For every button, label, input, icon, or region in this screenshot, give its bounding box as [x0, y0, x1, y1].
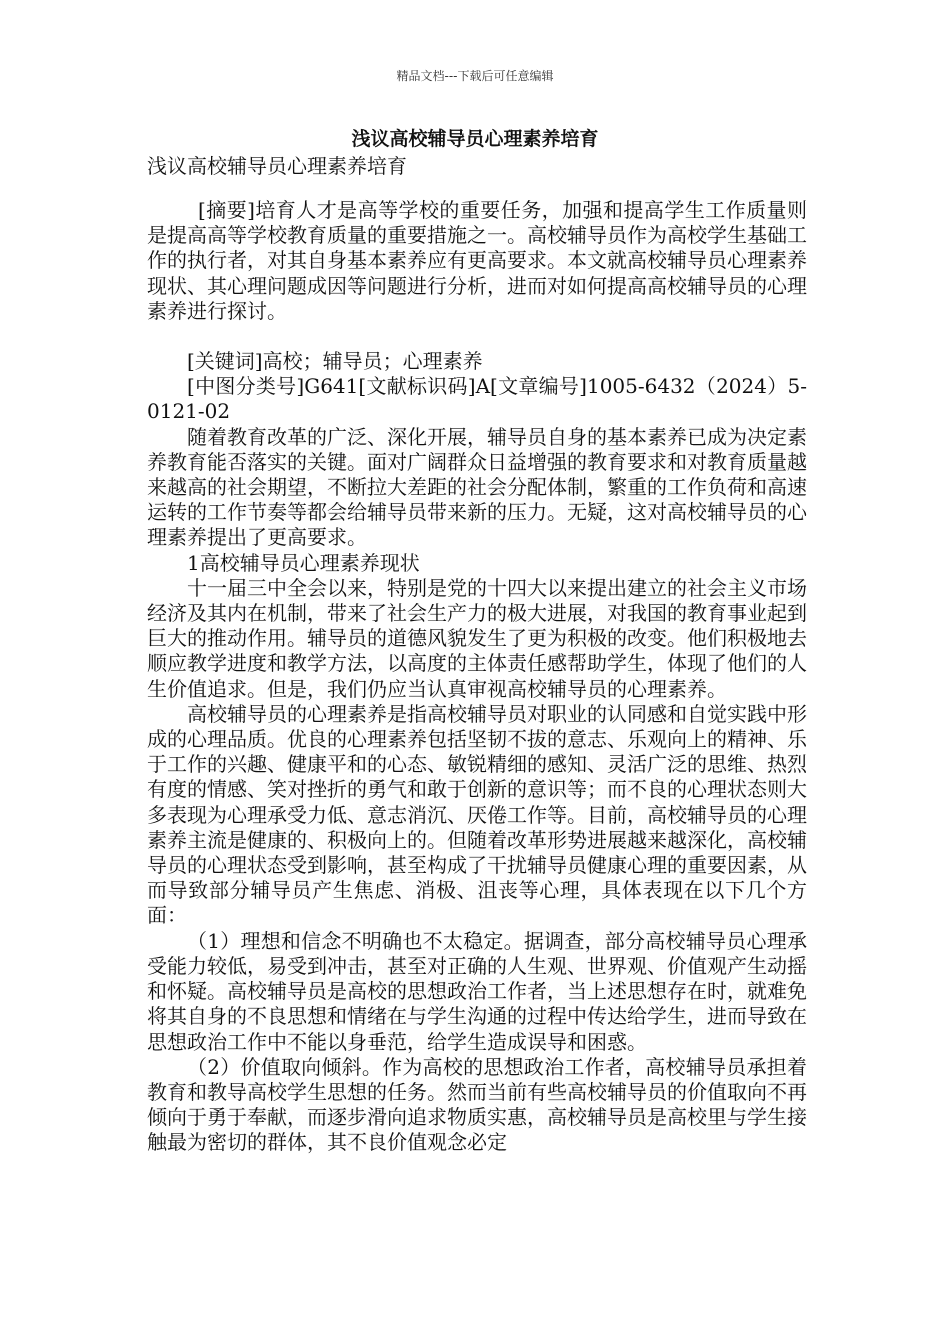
document-title: 浅议高校辅导员心理素养培育	[351, 128, 599, 150]
keywords-line: [关键词]高校；辅导员；心理素养	[187, 349, 483, 374]
abstract-paragraph: [摘要]培育人才是高等学校的重要任务，加强和提高学生工作质量则是提高高等学校教育质量的重要措施之一。高校辅导员作为高校学生基础工作的执行者，对其自身基本素养应有更高要求。本文就高校辅导员心理素养现状、其心理问题成因等问题进行分析，进而对如何提高高校辅导员的心理素养进行探讨。	[147, 198, 807, 323]
body-paragraph: 随着教育改革的广泛、深化开展，辅导员自身的基本素养已成为决定素养教育能否落实的关键。面对广阔群众日益增强的教育要求和对教育质量越来越高的社会期望，不断拉大差距的社会分配体制，繁重的工作负荷和高速运转的工作节奏等都会给辅导员带来新的压力。无疑，这对高校辅导员的心理素养提出了更高要求。	[147, 424, 807, 550]
body-paragraph: 高校辅导员的心理素养是指高校辅导员对职业的认同感和自觉实践中形成的心理品质。优良的心理素养包括坚韧不拔的意志、乐观向上的精神、乐于工作的兴趣、健康平和的心态、敏锐精细的感知、灵活广泛的思维、热烈有度的情感、笑对挫折的勇气和敢于创新的意识等；而不良的心理状态则大多表现为心理承受力低、意志消沉、厌倦工作等。目前，高校辅导员的心理素养主流是健康的、积极向上的。但随着改革形势进展越来越深化，高校辅导员的心理状态受到影响，甚至构成了干扰辅导员健康心理的重要因素，从而导致部分辅导员产生焦虑、消极、沮丧等心理，具体表现在以下几个方面：	[147, 701, 807, 928]
document-body	[147, 198, 807, 1156]
body-paragraph: 十一届三中全会以来，特别是党的十四大以来提出建立的社会主义市场经济及其内在机制，带来了社会生产力的极大进展，对我国的教育事业起到巨大的推动作用。辅导员的道德风貌发生了更为积极的改变。他们积极地去顺应教学进度和教学方法，以高度的主体责任感帮助学生，体现了他们的人生价值追求。但是，我们仍应当认真审视高校辅导员的心理素养。	[147, 575, 807, 701]
classification-line: [中图分类号]G641[文献标识码]A[文章编号]1005-6432（2024）5-0121-02	[147, 374, 807, 424]
section-heading: 1高校辅导员心理素养现状	[187, 550, 420, 575]
spacer	[147, 324, 807, 349]
page-header: 精品文档---下载后可任意编辑	[396, 69, 554, 83]
document-subtitle: 浅议高校辅导员心理素养培育	[147, 154, 407, 178]
list-item-paragraph: （2）价值取向倾斜。作为高校的思想政治工作者，高校辅导员承担着教育和教导高校学生思想的任务。然而当前有些高校辅导员的价值取向不再倾向于勇于奉献，而逐步滑向追求物质实惠，高校辅导员是高校里与学生接触最为密切的群体，其不良价值观念必定	[147, 1054, 807, 1155]
list-item-paragraph: （1）理想和信念不明确也不太稳定。据调查，部分高校辅导员心理承受能力较低，易受到冲击，甚至对正确的人生观、世界观、价值观产生动摇和怀疑。高校辅导员是高校的思想政治工作者，当上述思想存在时，就难免将其自身的不良思想和情绪在与学生沟通的过程中传达给学生，进而导致在思想政治工作中不能以身垂范，给学生造成误导和困惑。	[147, 928, 807, 1054]
